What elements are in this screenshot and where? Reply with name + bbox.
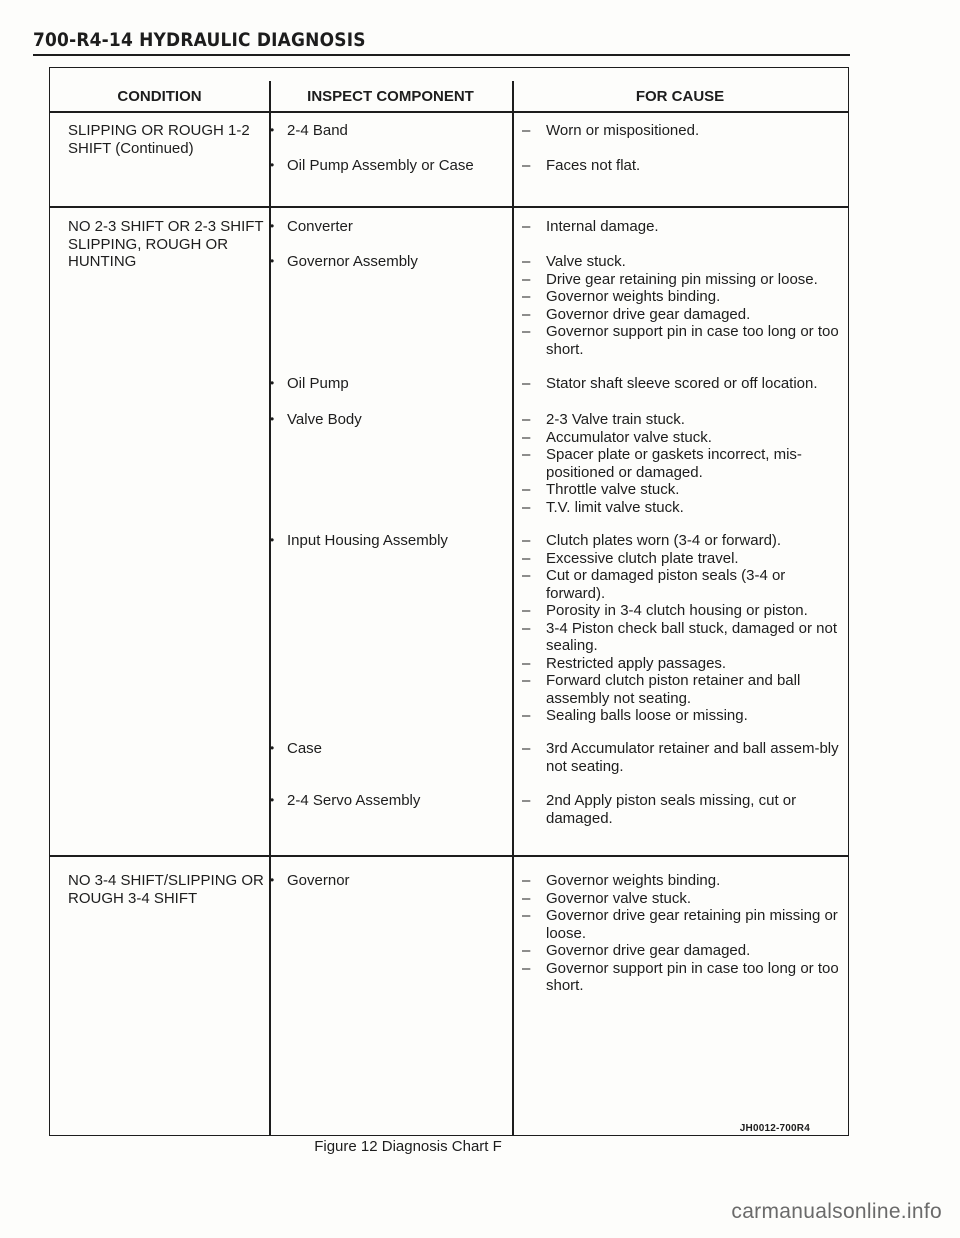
cause-list (522, 375, 842, 393)
cause-item: – Restricted apply passages. (522, 655, 842, 673)
cause-item: – Governor drive gear damaged. (522, 942, 842, 960)
cause-item: – Worn or mispositioned. (522, 122, 842, 140)
page-header: 700-R4-14 HYDRAULIC DIAGNOSIS (33, 30, 366, 52)
cause-item: – Governor weights binding. (522, 872, 842, 890)
cause-list (522, 411, 842, 516)
column-divider-2 (512, 81, 514, 1135)
row-separator-1 (50, 206, 848, 208)
condition-cell: NO 2-3 SHIFT OR 2-3 SHIFT SLIPPING, ROUGH OR HUNTING (68, 218, 264, 270)
cause-item: – Excessive clutch plate travel. (522, 550, 842, 568)
cause-item: – Accumulator valve stuck. (522, 429, 842, 447)
figure-caption (0, 1138, 960, 1155)
component-item: • Valve Body (270, 411, 362, 429)
cause-list (522, 872, 842, 995)
cause-item: – Clutch plates worn (3-4 or forward). (522, 532, 842, 550)
watermark: carmanualsonline.info (731, 1200, 942, 1223)
cause-item: – Drive gear retaining pin missing or loose. (522, 271, 842, 289)
cause-list (522, 792, 842, 827)
cause-item: – Spacer plate or gaskets incorrect, mis-positioned or damaged. (522, 446, 842, 481)
cause-item: – 2-3 Valve train stuck. (522, 411, 842, 429)
column-header-component: INSPECT COMPONENT (307, 88, 474, 105)
cause-list (522, 740, 842, 775)
component-item: • Case (270, 740, 322, 758)
cause-item: – Valve stuck. (522, 253, 842, 271)
cause-list (522, 218, 842, 236)
component-item: • Oil Pump Assembly or Case (270, 157, 474, 175)
cause-item: – Governor drive gear retaining pin missing or loose. (522, 907, 842, 942)
component-item: • 2-4 Band (270, 122, 348, 140)
cause-item: – Governor support pin in case too long or too short. (522, 960, 842, 995)
component-item: • 2-4 Servo Assembly (270, 792, 420, 810)
header-rule (33, 54, 850, 56)
header-rule-bottom (50, 111, 848, 113)
cause-item: – 3rd Accumulator retainer and ball assem-bly not seating. (522, 740, 842, 775)
cause-list (522, 532, 842, 725)
cause-item: – Governor drive gear damaged. (522, 306, 842, 324)
column-divider-1 (269, 81, 271, 1135)
figure-code: JH0012-700R4 (739, 1123, 810, 1134)
column-header-cause: FOR CAUSE (635, 88, 725, 105)
cause-list (522, 253, 842, 358)
cause-item: – 3-4 Piston check ball stuck, damaged or not sealing. (522, 620, 842, 655)
cause-item: – Stator shaft sleeve scored or off location. (522, 375, 842, 393)
cause-list (522, 157, 842, 175)
cause-item: – 2nd Apply piston seals missing, cut or damaged. (522, 792, 842, 827)
cause-item: – Governor valve stuck. (522, 890, 842, 908)
cause-item: – Sealing balls loose or missing. (522, 707, 842, 725)
row-separator-2 (50, 855, 848, 857)
component-item: • Converter (270, 218, 353, 236)
component-item: • Governor (270, 872, 350, 890)
cause-list (522, 122, 842, 140)
condition-cell: NO 3-4 SHIFT/SLIPPING OR ROUGH 3-4 SHIFT (68, 872, 264, 907)
cause-item: – Cut or damaged piston seals (3-4 or forward). (522, 567, 842, 602)
cause-item: – Internal damage. (522, 218, 842, 236)
component-item: • Input Housing Assembly (270, 532, 448, 550)
cause-item: – Forward clutch piston retainer and ball assembly not seating. (522, 672, 842, 707)
column-header-condition: CONDITION (117, 88, 202, 105)
cause-item: – Throttle valve stuck. (522, 481, 842, 499)
diagnosis-chart (49, 67, 849, 1136)
cause-item: – Faces not flat. (522, 157, 842, 175)
component-item: • Oil Pump (270, 375, 349, 393)
cause-item: – Porosity in 3-4 clutch housing or piston. (522, 602, 842, 620)
cause-item: – T.V. limit valve stuck. (522, 499, 842, 517)
cause-item: – Governor weights binding. (522, 288, 842, 306)
condition-cell: SLIPPING OR ROUGH 1-2 SHIFT (Continued) (68, 122, 250, 157)
cause-item: – Governor support pin in case too long or too short. (522, 323, 842, 358)
component-item: • Governor Assembly (270, 253, 418, 271)
figure-caption-text: Figure 12 Diagnosis Chart F (314, 1138, 502, 1155)
